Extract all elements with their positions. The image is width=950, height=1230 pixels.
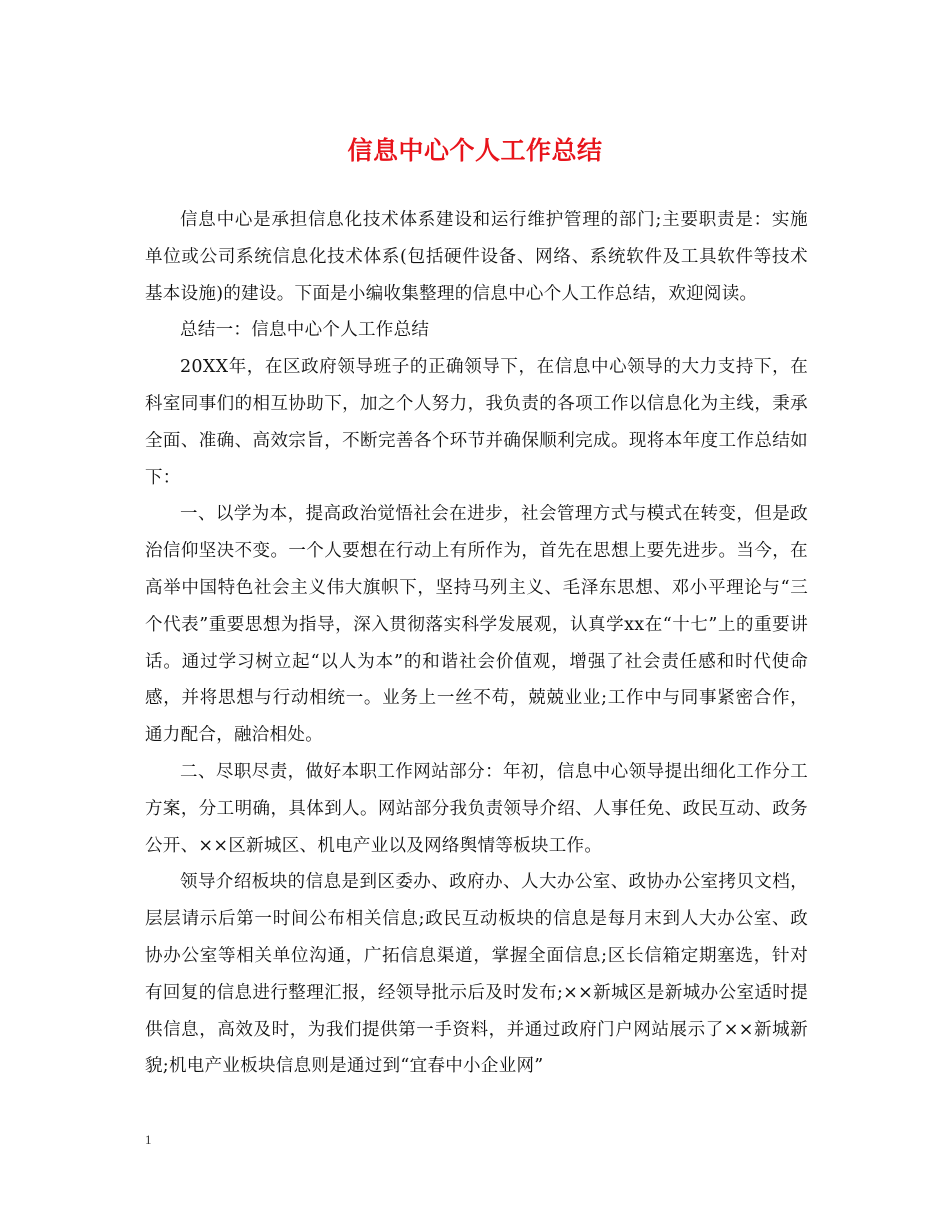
body-paragraph: 一、以学为本，提高政治觉悟社会在进步，社会管理方式与模式在转变，但是政治信仰坚决不变。一个人要想在行动上有所作为，首先在思想上要先进步。当今，在高举中国特色社会主义伟大旗帜下，坚持马列主义、毛泽东思想、邓小平理论与“三个代表”重要思想为指导，深入贯彻落实科学发展观，认真学xx在“十七”上的重要讲话。通过学习树立起“以人为本”的和谐社会价值观，增强了社会责任感和时代使命感，并将思想与行动相统一。业务上一丝不苟，兢兢业业;工作中与同事紧密合作，通力配合，融洽相处。 xyxy=(145,504,808,746)
document-title: 信息中心个人工作总结 xyxy=(347,136,603,165)
body-paragraph: 领导介绍板块的信息是到区委办、政府办、人大办公室、政协办公室拷贝文档，层层请示后第一时间公布相关信息;政民互动板块的信息是每月末到人大办公室、政协办公室等相关单位沟通，广拓信息渠道，掌握全面信息;区长信箱定期塞选，针对有回复的信息进行整理汇报，经领导批示后及时发布;××新城区是新城办公室适时提供信息，高效及时，为我们提供第一手资料，并通过政府门户网站展示了××新城新貌;机电产业板块信息则是通过到“宜春中小企业网” xyxy=(145,872,808,1077)
intro-paragraph: 信息中心是承担信息化技术体系建设和运行维护管理的部门;主要职责是：实施单位或公司系统信息化技术体系(包括硬件设备、网络、系统软件及工具软件等技术基本设施)的建设。下面是小编收集整理的信息中心个人工作总结，欢迎阅读。 xyxy=(145,210,808,304)
page-number: 1 xyxy=(145,1132,152,1147)
body-paragraph: 二、尽职尽责，做好本职工作网站部分：年初，信息中心领导提出细化工作分工方案，分工明确，具体到人。网站部分我负责领导介绍、人事任免、政民互动、政务公开、××区新城区、机电产业以及网络舆情等板块工作。 xyxy=(145,761,808,856)
document-body xyxy=(145,202,808,1085)
section-heading: 总结一：信息中心个人工作总结 xyxy=(180,320,430,341)
body-paragraph: 20XX年，在区政府领导班子的正确领导下，在信息中心领导的大力支持下，在科室同事们的相互协助下，加之个人努力，我负责的各项工作以信息化为主线，秉承全面、准确、高效宗旨，不断完善各个环节并确保顺利完成。现将本年度工作总结如下： xyxy=(145,357,808,488)
